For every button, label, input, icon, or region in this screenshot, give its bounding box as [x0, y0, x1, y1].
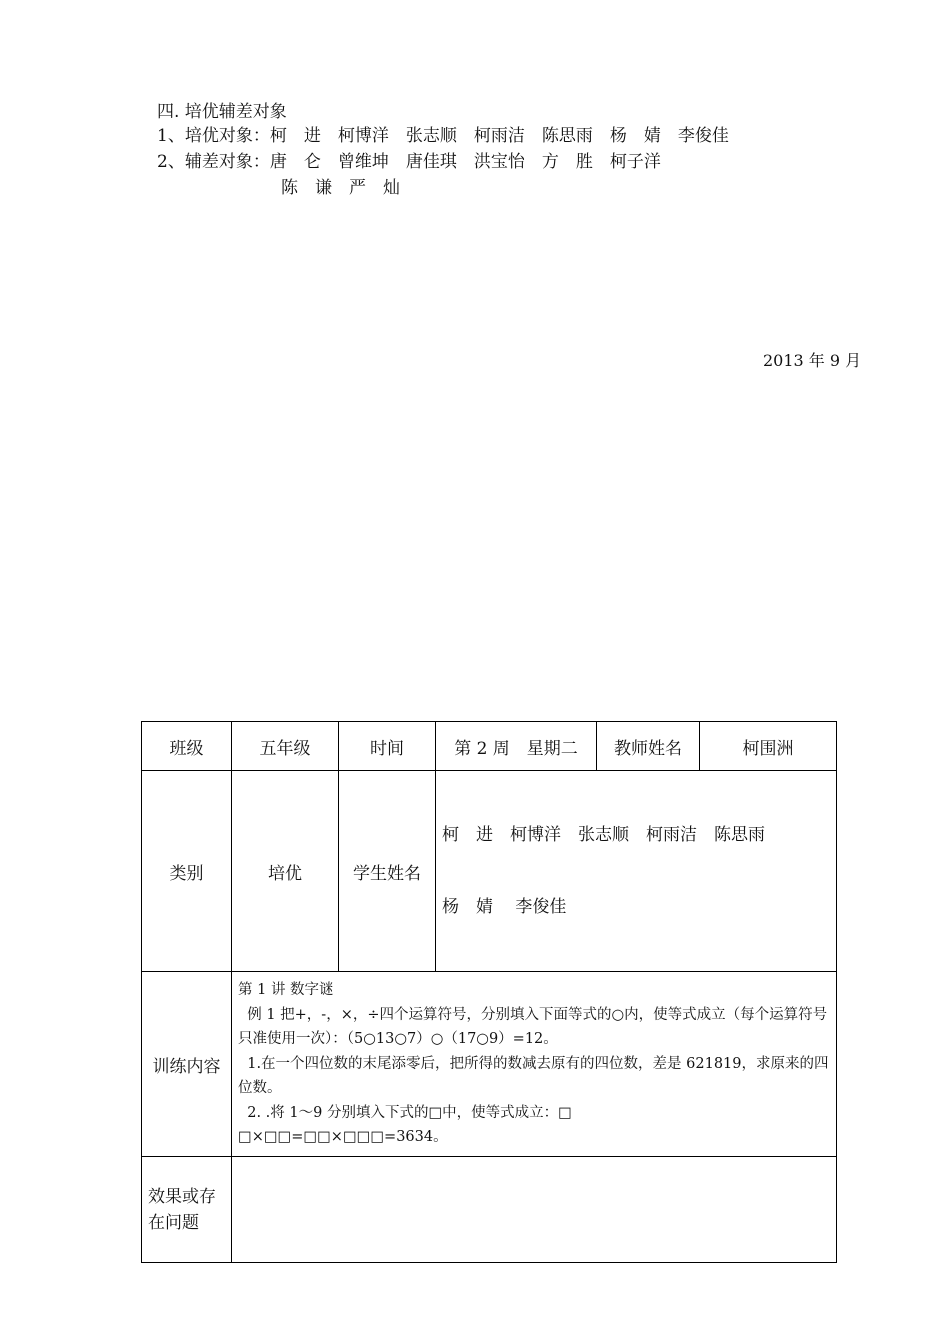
- remedial-students-line-continued: 陈 谦 严 灿: [281, 178, 400, 198]
- excellent-students-line: 1、培优对象：柯 进 柯博洋 张志顺 柯雨洁 陈思雨 杨 婧 李俊佳: [157, 126, 729, 146]
- student-label: 学生姓名: [339, 771, 436, 972]
- type-label: 类别: [142, 771, 232, 972]
- tutoring-record-table: [141, 721, 837, 1263]
- class-value: 五年级: [232, 722, 339, 771]
- teacher-value: 柯围洲: [700, 722, 837, 771]
- question-2: 2. .将 1～9 分别填入下式的□中，使等式成立：□: [238, 1104, 572, 1121]
- class-label: 班级: [142, 722, 232, 771]
- student-names-line1: 柯 进 柯博洋 张志顺 柯雨洁 陈思雨: [442, 825, 765, 845]
- effect-value: [232, 1157, 837, 1263]
- content-label: 训练内容: [142, 972, 232, 1157]
- teacher-label: 教师姓名: [597, 722, 700, 771]
- remedial-students-line: 2、辅差对象：唐 仑 曾维坤 唐佳琪 洪宝怡 方 胜 柯子洋: [157, 152, 661, 172]
- student-names-line2: 杨 婧 李俊佳: [442, 897, 567, 917]
- document-date: 2013 年 9 月: [763, 351, 862, 370]
- time-value: 第 2 周 星期二: [436, 722, 597, 771]
- effect-label: 效果或存在问题: [142, 1157, 232, 1263]
- time-label: 时间: [339, 722, 436, 771]
- student-names: [436, 771, 837, 972]
- example-problem: 例 1 把+，-，×，÷四个运算符号，分别填入下面等式的○内，使等式成立（每个运算符号只准使用一次）：（5○13○7）○（17○9）=12。: [238, 1006, 828, 1047]
- type-value: 培优: [232, 771, 339, 972]
- training-content: [232, 972, 837, 1157]
- section-heading: 四. 培优辅差对象: [157, 102, 287, 122]
- question-2-equation: □×□□=□□×□□□=3634。: [238, 1129, 448, 1145]
- question-1: 1.在一个四位数的末尾添零后，把所得的数减去原有的四位数，差是 621819，求原来的四位数。: [238, 1055, 829, 1096]
- lesson-title: 第 1 讲 数字谜: [238, 982, 334, 998]
